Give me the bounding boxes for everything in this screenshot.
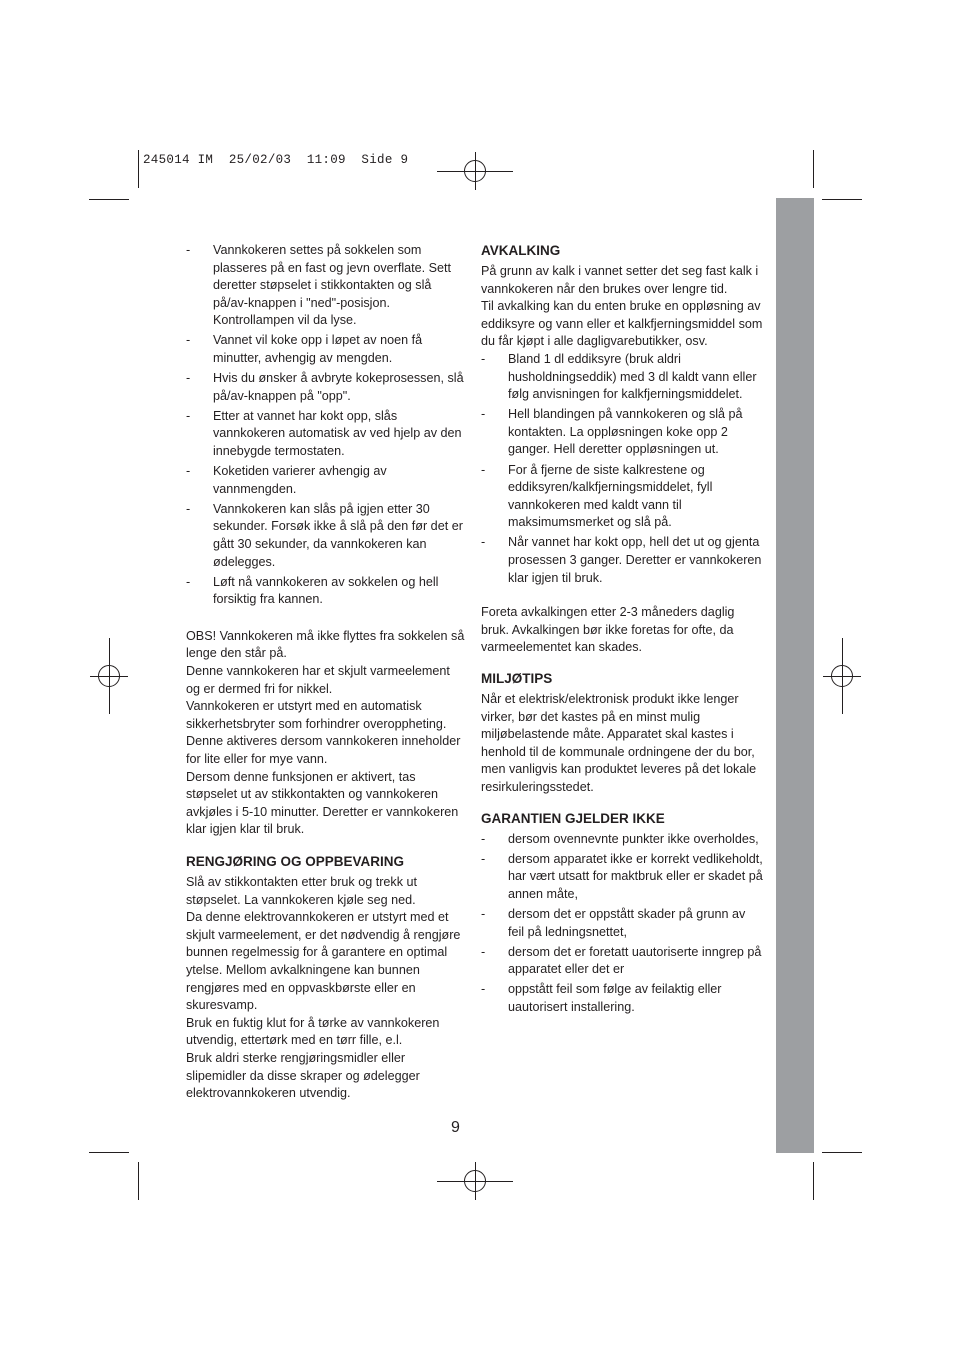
side-tab-bar (776, 198, 814, 1153)
crop-mark (138, 150, 139, 188)
list-item: - dersom ovennevnte punkter ikke overholdes, (481, 831, 759, 846)
paragraph: Når et elektrisk/elektronisk produkt ikke lenger virker, bør det kastes på en minst mulig miljøbelastende måte. Apparatet skal kastes i henhold til de kommunale ordningene der du bor, men vanligvis kan produktet leveres på det lokale resirkuleringsstedet. (481, 691, 757, 794)
right-column (481, 242, 763, 1019)
section-heading: GARANTIEN GJELDER IKKE (481, 810, 665, 826)
list-item: - Vannet vil koke opp i løpet av noen få minutter, avhengig av mengden. (186, 333, 423, 366)
list-item: - Bland 1 dl eddiksyre (bruk aldri husholdningseddik) med 3 dl kaldt vann eller følg anvisningen for kalkfjerningsmiddelet. (481, 351, 757, 402)
paragraph: OBS! Vannkokeren må ikke flyttes fra sokkelen så lenge den står på. (186, 628, 465, 661)
usage-list (186, 242, 466, 609)
list-item: - Vannkokeren kan slås på igjen etter 30 sekunder. Forsøk ikke å slå på den før det er gått 30 sekunder, da vannkokeren kan ødelegges. (186, 501, 463, 569)
page-number: 9 (451, 1119, 460, 1136)
left-column (186, 242, 466, 1103)
list-item: - dersom det er foretatt uautoriserte inngrep på apparatet eller det er (481, 944, 762, 977)
list-item: - dersom apparatet ikke er korrekt vedlikeholdt, har vært utsatt for maktbruk eller er skadet på annen måte, (481, 851, 763, 901)
list-item: - Koketiden varierer avhengig av vannmengden. (186, 464, 387, 496)
paragraph: Vannkokeren er utstyrt med en automatisk sikkerhetsbryter som forhindrer overoppheting. Denne aktiveres dersom vannkokeren inneholder for lite eller for mye vann. (186, 699, 461, 767)
crop-mark (138, 1162, 139, 1200)
list-item: - Vannkokeren settes på sokkelen som plasseres på en fast og jevn overflate. Sett deretter støpselet i stikkontakten og slå på/av-knappen i "ned"-posisjon. Kontrollampen vil da lyse. (186, 243, 452, 328)
paragraph: Slå av stikkontakten etter bruk og trekk ut støpselet. La vannkokeren kjøle seg ned. (186, 875, 417, 907)
paragraph: Bruk aldri sterke rengjøringsmidler eller slipemidler da disse skraper og ødelegger elektrovannkokeren utvendig. (186, 1050, 420, 1101)
cleaning-section (186, 874, 466, 1103)
paragraph: Da denne elektrovannkokeren er utstyrt med et skjult varmeelement, er det nødvendig å rengjøre bunnen regelmessig for å garantere en optimal ytelse. Mellom avkalkningene kan bunnen rengjøres med en oppvaskbørste eller en skuresvamp. (186, 910, 461, 1013)
warranty-list (481, 831, 763, 1017)
list-item: - dersom det er oppstått skader på grunn av feil på ledningsnettet, (481, 906, 746, 939)
crop-mark (813, 150, 814, 188)
list-item: - Når vannet har kokt opp, hell det ut og gjenta prosessen 3 ganger. Deretter er vannkokeren klar igjen til bruk. (481, 535, 762, 585)
list-item: - For å fjerne de siste kalkrestene og eddiksyren/kalkfjerningsmiddelet, fyll vannkokeren med kaldt vann til maksimumsmerket og slå på. (481, 462, 713, 530)
list-item: - Hvis du ønsker å avbryte kokeprosessen, slå på/av-knappen på "opp". (186, 371, 464, 403)
obs-notice (186, 628, 466, 839)
print-slug: 245014 IM 25/02/03 11:09 Side 9 (143, 153, 409, 167)
paragraph: Bruk en fuktig klut for å tørke av vannkokeren utvendig, ettertørk med en tørr fille, e.l. (186, 1015, 440, 1048)
paragraph: På grunn av kalk i vannet setter det seg fast kalk i vannkokeren når den brukes over lengre tid. (481, 264, 759, 296)
paragraph: Til avkalking kan du enten bruke en oppløsning av eddiksyre og vann eller et kalkfjerningsmiddel som du får kjøpt i alle dagligvarebutikker, osv. (481, 299, 763, 349)
list-item: - Løft nå vannkokeren av sokkelen og hell forsiktig fra kannen. (186, 574, 439, 607)
list-item: - oppstått feil som følge av feilaktig eller uautorisert installering. (481, 982, 722, 1014)
crop-mark (822, 199, 862, 200)
crop-mark (813, 1162, 814, 1200)
section-heading: MILJØTIPS (481, 670, 553, 686)
crop-mark (822, 1152, 862, 1153)
crop-mark (89, 199, 129, 200)
paragraph: Dersom denne funksjonen er aktivert, tas støpselet ut av stikkontakten og vannkokeren avkjøles i 5-10 minutter. Deretter er vannkokeren klar igjen klar til bruk. (186, 769, 459, 837)
list-item: - Etter at vannet har kokt opp, slås vannkokeren automatisk av ved hjelp av den innebygde termostaten. (186, 408, 462, 459)
descaling-steps (481, 351, 763, 587)
section-heading: RENGJØRING OG OPPBEVARING (186, 854, 405, 869)
list-item: - Hell blandingen på vannkokeren og slå på kontakten. La oppløsningen koke opp 2 ganger. Hell deretter oppløsningen ut. (481, 407, 743, 457)
paragraph: Denne vannkokeren har et skjult varmeelement og er dermed fri for nikkel. (186, 664, 450, 696)
section-heading: AVKALKING (481, 243, 561, 258)
paragraph: Foreta avkalkingen etter 2-3 måneders daglig bruk. Avkalkingen bør ikke foretas for ofte, da varmeelementet kan skades. (481, 605, 735, 655)
crop-mark (89, 1152, 129, 1153)
